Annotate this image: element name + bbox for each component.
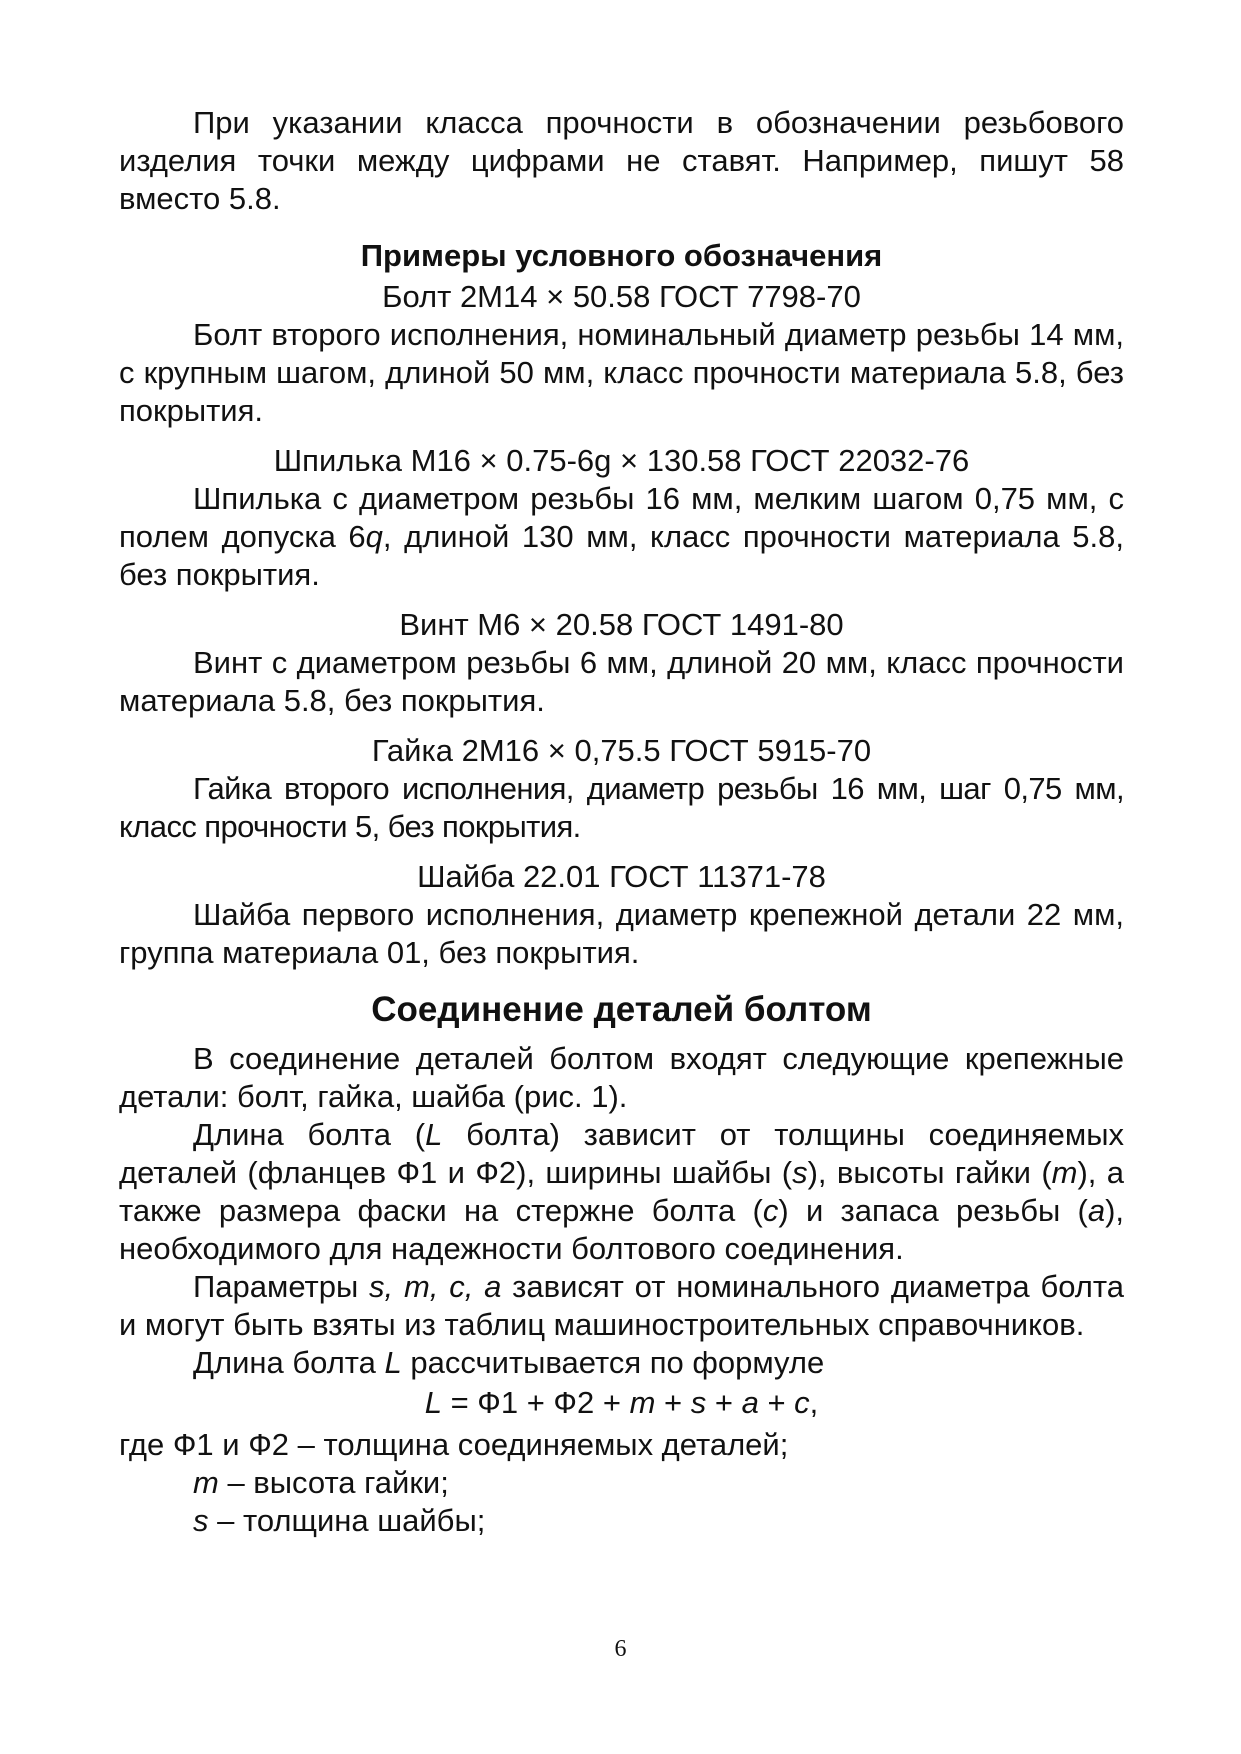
washer-designation: Шайба 22.01 ГОСТ 11371-78 (417, 859, 826, 894)
var-s: s (792, 1155, 808, 1190)
formula-intro-paragraph (119, 1344, 1124, 1382)
where-var-m: m (193, 1465, 219, 1500)
nut-designation: Гайка 2М16 × 0,75.5 ГОСТ 5915-70 (371, 733, 872, 768)
formula-text: , (809, 1385, 819, 1420)
stud-description-part2: , длиной 130 мм, класс прочности материала 5.8, без покрытия. (119, 519, 1124, 592)
screw-designation: Винт М6 × 20.58 ГОСТ 1491-80 (399, 607, 844, 642)
stud-tolerance-letter: q (365, 519, 383, 554)
nut-description: Гайка второго исполнения, диаметр резьбы 16 мм, шаг 0,75 мм, класс прочности 5, без покрытия. (119, 771, 1124, 844)
page-number: 6 (614, 1636, 627, 1662)
formula-text: = Ф1 + Ф2 + (441, 1385, 630, 1420)
example-bolt (119, 278, 1124, 430)
example-screw (119, 606, 1124, 720)
var-m: m (1051, 1155, 1078, 1190)
text-span: ), высоты гайки ( (807, 1155, 1052, 1190)
document-page (119, 104, 1124, 1540)
example-stud (119, 442, 1124, 594)
formula-m: m (629, 1385, 656, 1420)
formula-a: a (741, 1385, 759, 1420)
intro-paragraph: При указании класса прочности в обозначении резьбового изделия точки между цифрами не ставят. Например, пишут 58 вместо 5.8. (119, 105, 1124, 216)
text-span: ), а также размера фаски на стержне болта ( (119, 1155, 1125, 1228)
example-washer (119, 858, 1124, 972)
bolt-length-paragraph (119, 1116, 1124, 1268)
where-line-nut (119, 1464, 1124, 1502)
examples-heading: Примеры условного обозначения (360, 238, 883, 273)
text-span: ) и запаса резьбы ( (778, 1193, 1088, 1228)
where-line-washer (119, 1502, 1124, 1540)
bolt-connection-paragraph-1: В соединение деталей болтом входят следующие крепежные детали: болт, гайка, шайба (рис. 1). (119, 1041, 1124, 1114)
formula-text: + (758, 1385, 795, 1420)
text-span: Длина болта (193, 1345, 385, 1380)
formula-text: + (655, 1385, 691, 1420)
var-L: L (384, 1345, 402, 1380)
where-text: – толщина шайбы; (208, 1503, 486, 1538)
text-span: болта) зависит от толщины соединяемых деталей (фланцев Ф1 и Ф2), ширины шайбы ( (119, 1117, 1124, 1190)
screw-description: Винт с диаметром резьбы 6 мм, длиной 20 мм, класс прочности материала 5.8, без покрытия. (119, 645, 1124, 718)
washer-description: Шайба первого исполнения, диаметр крепежной детали 22 мм, группа материала 01, без покрытия. (119, 897, 1124, 970)
stud-designation: Шпилька М16 × 0.75-6g × 130.58 ГОСТ 22032-76 (273, 443, 970, 478)
where-var-s: s (193, 1503, 209, 1538)
bolt-length-formula (119, 1384, 1124, 1422)
example-nut (119, 732, 1124, 846)
formula-s: s (690, 1385, 707, 1420)
text-span: зависят от номинального диаметра болта и могут быть взяты из таблиц машиностроительных справочников. (119, 1269, 1124, 1342)
bolt-description: Болт второго исполнения, номинальный диаметр резьбы 14 мм, с крупным шагом, длиной 50 мм, класс прочности материала 5.8, без покрытия. (119, 317, 1124, 428)
where-text: – высота гайки; (218, 1465, 449, 1500)
bolt-designation: Болт 2М14 × 50.58 ГОСТ 7798-70 (382, 279, 861, 314)
text-span: ), необходимого для надежности болтового соединения. (119, 1193, 1125, 1266)
var-a: a (1087, 1193, 1106, 1228)
formula-text: + (706, 1385, 742, 1420)
where-line-flanges: где Ф1 и Ф2 – толщина соединяемых деталей; (119, 1427, 789, 1462)
text-span: Длина болта ( (193, 1117, 426, 1152)
parameter-vars: s, m, c, a (369, 1269, 502, 1304)
stud-description (119, 480, 1124, 594)
bolt-connection-heading: Соединение деталей болтом (371, 990, 872, 1029)
text-span: Параметры (193, 1269, 370, 1304)
stud-description-part1: Шпилька с диаметром резьбы 16 мм, мелким шагом 0,75 мм, с полем допуска 6 (119, 481, 1124, 554)
text-span: рассчитывается по формуле (401, 1345, 825, 1380)
var-L: L (425, 1117, 443, 1152)
parameters-paragraph (119, 1268, 1124, 1344)
formula-c: c (794, 1385, 810, 1420)
var-c: c (762, 1193, 779, 1228)
formula-L: L (424, 1385, 442, 1420)
